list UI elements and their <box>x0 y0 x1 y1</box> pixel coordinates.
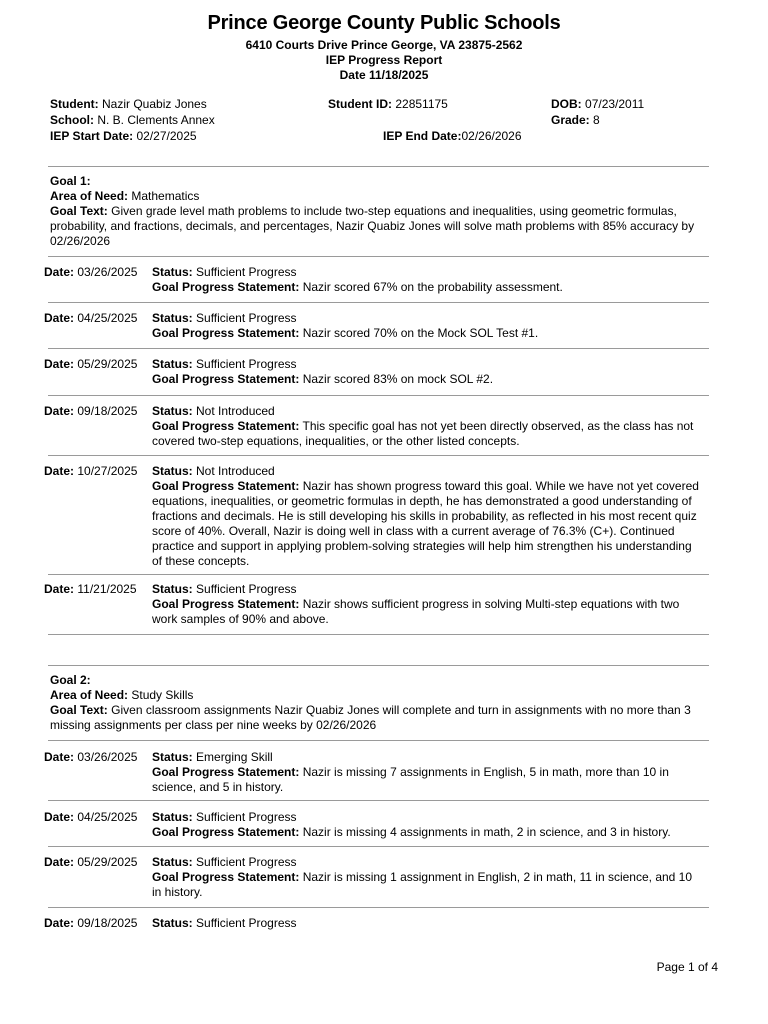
goal-header <box>50 174 710 249</box>
school-value: N. B. Clements Annex <box>97 113 215 127</box>
date-label: Date: <box>44 265 75 279</box>
statement-label: Goal Progress Statement: <box>152 479 300 493</box>
entry-date: 11/21/2025 <box>77 582 137 596</box>
divider <box>48 665 709 666</box>
entry-date: 09/18/2025 <box>77 404 138 418</box>
entry-status: Not Introduced <box>196 404 275 418</box>
school-name: Prince George County Public Schools <box>207 12 561 34</box>
status-label: Status: <box>152 357 193 371</box>
statement-label: Goal Progress Statement: <box>152 825 300 839</box>
statement-label: Goal Progress Statement: <box>152 765 300 779</box>
entry-date: 10/27/2025 <box>77 464 138 478</box>
goal-text: Given grade level math problems to include two-step equations and inequalities, using geometric formulas, probability, and fractions, decimals, and percentages, Nazir Quabiz Jones will solve math problems with 85% accuracy by 02/26/2026 <box>50 204 695 248</box>
date-label: Date: <box>44 311 75 325</box>
entry-date: 03/26/2025 <box>77 265 138 279</box>
divider <box>48 166 709 167</box>
student-id: 22851175 <box>395 97 448 111</box>
divider <box>48 256 709 257</box>
goal-title: Goal 2: <box>50 673 91 687</box>
page-number: Page 1 of 4 <box>656 960 718 974</box>
date-label: Date: <box>44 855 75 869</box>
entry-statement: This specific goal has not yet been directly observed, as the class has not covered two-step equations, inequalities, or the other listed concepts. <box>152 419 694 448</box>
entry-date: 05/29/2025 <box>77 357 138 371</box>
statement-label: Goal Progress Statement: <box>152 419 300 433</box>
statement-label: Goal Progress Statement: <box>152 372 300 386</box>
entry-status: Sufficient Progress <box>196 357 297 371</box>
dob-label: DOB: <box>551 97 582 111</box>
divider <box>48 800 709 801</box>
entry-status: Emerging Skill <box>196 750 273 764</box>
status-label: Status: <box>152 404 193 418</box>
iep-end-label: IEP End Date: <box>383 129 462 143</box>
student-label: Student: <box>50 97 99 111</box>
entry-statement: Nazir scored 67% on the probability assessment. <box>302 280 563 294</box>
entry-statement: Nazir scored 83% on mock SOL #2. <box>302 372 494 386</box>
divider <box>48 455 709 456</box>
divider <box>48 348 709 349</box>
entry-status: Sufficient Progress <box>196 855 297 869</box>
divider <box>48 907 709 908</box>
goal-text-label: Goal Text: <box>50 204 108 218</box>
school-address: 6410 Courts Drive Prince George, VA 23875-2562 <box>245 38 523 52</box>
entry-status: Sufficient Progress <box>196 916 297 930</box>
status-label: Status: <box>152 916 193 930</box>
divider <box>48 574 709 575</box>
goal-text: Given classroom assignments Nazir Quabiz Jones will complete and turn in assignments with no more than 3 missing assignments per class per nine weeks by 02/26/2026 <box>50 703 691 732</box>
entry-statement: Nazir is missing 4 assignments in math, 2 in science, and 3 in history. <box>302 825 671 839</box>
grade-field <box>551 113 600 128</box>
school-label: School: <box>50 113 94 127</box>
student-name: Nazir Quabiz Jones <box>102 97 207 111</box>
statement-label: Goal Progress Statement: <box>152 280 300 294</box>
report-date: Date 11/18/2025 <box>339 68 429 82</box>
date-label: Date: <box>44 464 75 478</box>
goal-header <box>50 673 710 733</box>
area-label: Area of Need: <box>50 189 129 203</box>
date-label: Date: <box>44 582 75 596</box>
goal-text-label: Goal Text: <box>50 703 108 717</box>
entry-date: 09/18/2025 <box>77 916 138 930</box>
divider <box>48 302 709 303</box>
date-label: Date: <box>44 810 75 824</box>
entry-statement: Nazir has shown progress toward this goal. While we have not yet covered equations, inequalities, or geometric formulas in depth, he has demonstrated a good understanding of fractions and decimals. He is still developing his skills in probability, as reflected in his most recent quiz score of 40%. Overall, Nazir is doing well in class with a current average of 76.3% (C+). Continued practice and support in applying problem-solving strategies will help him strengthen his understanding of these concepts. <box>152 479 699 568</box>
entry-date: 03/26/2025 <box>77 750 138 764</box>
divider <box>48 846 709 847</box>
iep-end-field <box>383 129 522 144</box>
entry-status: Sufficient Progress <box>196 810 297 824</box>
date-label: Date: <box>44 750 75 764</box>
iep-end-value: 02/26/2026 <box>461 129 522 143</box>
divider <box>48 634 709 635</box>
divider <box>48 395 709 396</box>
status-label: Status: <box>152 582 193 596</box>
goal-title: Goal 1: <box>50 174 91 188</box>
date-label: Date: <box>44 357 75 371</box>
grade-value: 8 <box>593 113 600 127</box>
area-label: Area of Need: <box>50 688 129 702</box>
iep-start-label: IEP Start Date: <box>50 129 134 143</box>
report-title: IEP Progress Report <box>325 53 443 67</box>
entry-statement: Nazir shows sufficient progress in solving Multi-step equations with two work samples of 90% and above. <box>152 597 680 626</box>
statement-label: Goal Progress Statement: <box>152 597 300 611</box>
divider <box>48 740 709 741</box>
dob-field <box>551 97 644 112</box>
student-id-field <box>328 97 448 112</box>
student-name-field <box>50 97 207 112</box>
area-value: Study Skills <box>131 688 194 702</box>
entry-status: Not Introduced <box>196 464 275 478</box>
area-value: Mathematics <box>131 189 200 203</box>
entry-date: 04/25/2025 <box>77 810 138 824</box>
iep-start-value: 02/27/2025 <box>136 129 197 143</box>
grade-label: Grade: <box>551 113 590 127</box>
status-label: Status: <box>152 265 193 279</box>
entry-statement: Nazir scored 70% on the Mock SOL Test #1. <box>302 326 539 340</box>
entry-statement: Nazir is missing 7 assignments in English, 5 in math, more than 10 in science, and 5 in history. <box>152 765 669 794</box>
entry-date: 04/25/2025 <box>77 311 138 325</box>
status-label: Status: <box>152 855 193 869</box>
statement-label: Goal Progress Statement: <box>152 870 300 884</box>
iep-start-field <box>50 129 197 144</box>
entry-status: Sufficient Progress <box>196 582 297 596</box>
student-id-label: Student ID: <box>328 97 392 111</box>
status-label: Status: <box>152 464 193 478</box>
entry-date: 05/29/2025 <box>77 855 138 869</box>
dob-value: 07/23/2011 <box>585 97 645 111</box>
date-label: Date: <box>44 404 75 418</box>
status-label: Status: <box>152 311 193 325</box>
status-label: Status: <box>152 750 193 764</box>
entry-statement: Nazir is missing 1 assignment in English, 2 in math, 11 in science, and 10 in history. <box>152 870 693 899</box>
status-label: Status: <box>152 810 193 824</box>
statement-label: Goal Progress Statement: <box>152 326 300 340</box>
school-field <box>50 113 215 128</box>
entry-status: Sufficient Progress <box>196 311 297 325</box>
date-label: Date: <box>44 916 75 930</box>
entry-status: Sufficient Progress <box>196 265 297 279</box>
